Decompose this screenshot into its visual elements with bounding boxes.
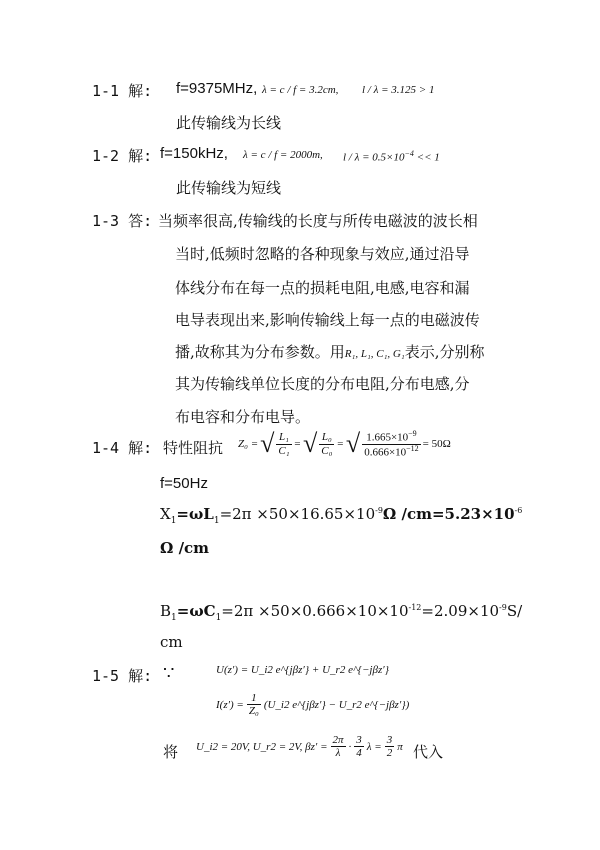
l1-subscript: 1 bbox=[213, 516, 220, 526]
lambda: λ bbox=[335, 747, 341, 760]
reactance-x1-line bbox=[160, 505, 522, 526]
numeric-denominator bbox=[362, 445, 420, 459]
equals-sign: = bbox=[293, 438, 302, 450]
equals-sign-2: = bbox=[336, 438, 344, 450]
problem-1-3-line-7: 布电容和分布电导。 bbox=[175, 408, 311, 426]
problem-1-1-label: 1-1 解: bbox=[92, 82, 153, 100]
line-5-end: 表示,分别称 bbox=[404, 343, 485, 361]
reactance-x1-unit: Ω /cm bbox=[160, 539, 210, 557]
num-exponent: −9 bbox=[408, 428, 417, 438]
current-fraction bbox=[247, 692, 261, 717]
problem-1-1-wavelength: λ = c / f = 3.2cm, bbox=[262, 84, 339, 96]
problem-1-2-frequency: f=150kHz, bbox=[160, 145, 228, 162]
b1-subscript: 1 bbox=[171, 613, 177, 623]
fraction-numeric bbox=[362, 430, 420, 459]
three-b: 3 bbox=[386, 734, 393, 746]
problem-1-3-line-2: 当时,低频时忽略的各种现象与效应,通过沿导 bbox=[175, 245, 470, 263]
b1-unit-start: S/ bbox=[506, 602, 523, 620]
den-base: 0.666×10 bbox=[364, 446, 407, 459]
problem-1-3-label: 1-3 答: bbox=[92, 212, 153, 230]
problem-1-4-intro: 特性阻抗 bbox=[163, 439, 224, 457]
x1-result-exponent: -6 bbox=[514, 506, 523, 515]
susceptance-b1-unit: cm bbox=[160, 633, 183, 651]
problem-1-3-line-6: 其为传输线单位长度的分布电阻,分布电感,分 bbox=[175, 375, 470, 393]
z0-symbol: Z₀ = bbox=[238, 438, 259, 450]
problem-1-3-line-3: 体线分布在每一点的损耗电阻,电感,电容和漏 bbox=[175, 279, 470, 297]
problem-1-2-wavelength: λ = c / f = 2000m, bbox=[243, 149, 323, 161]
problem-1-3-line-1: 当频率很高,传输线的长度与所传电磁波的波长相 bbox=[158, 212, 478, 230]
current-rhs: (U_i2 e^{jβz′} − U_r2 e^{−jβz′}) bbox=[263, 698, 410, 711]
voltage-equation: U(z′) = U_i2 e^{jβz′} + U_r2 e^{−jβz′} bbox=[216, 664, 390, 676]
problem-1-2-ratio bbox=[343, 149, 440, 164]
omega-l1: =ωL bbox=[176, 505, 214, 523]
l0-symbol: L₀ bbox=[319, 431, 334, 444]
c1-symbol: C₁ bbox=[278, 444, 290, 457]
line-5-start: 播,故称其为分布参数。用 bbox=[175, 343, 345, 361]
sqrt-sign-3: √ bbox=[345, 429, 361, 458]
current-equation bbox=[216, 692, 409, 717]
fraction-3-2 bbox=[385, 734, 395, 759]
den-exponent: −12 bbox=[406, 443, 419, 453]
characteristic-impedance-formula bbox=[238, 424, 451, 464]
dot-operator: · bbox=[348, 740, 352, 753]
ratio-compare: << 1 bbox=[413, 151, 440, 164]
current-lhs: I(z′) = bbox=[216, 698, 244, 711]
substitution-lhs: U_i2 = 20V, U_r2 = 2V, βz′ = bbox=[196, 740, 328, 753]
ratio-base: l / λ = 0.5×10 bbox=[343, 151, 405, 164]
problem-1-2-conclusion: 此传输线为短线 bbox=[176, 179, 282, 197]
problem-1-1-frequency: f=9375MHz, bbox=[176, 80, 258, 97]
sqrt-sign-1: √ bbox=[260, 429, 275, 458]
problem-1-2-label: 1-2 解: bbox=[92, 147, 153, 165]
x1-subscript: 1 bbox=[170, 516, 177, 526]
l1-symbol: L₁ bbox=[276, 431, 291, 444]
numeric-numerator bbox=[362, 430, 420, 445]
problem-1-3-line-5 bbox=[175, 341, 484, 362]
sqrt-sign-2: √ bbox=[303, 429, 318, 458]
four: 4 bbox=[356, 747, 362, 760]
x1-calculation: =2π ×50×16.65×10 bbox=[219, 505, 376, 523]
two-pi: 2π bbox=[332, 734, 344, 746]
pi-symbol: π bbox=[397, 740, 403, 753]
b1-result: =2.09×10 bbox=[421, 602, 500, 620]
because-symbol: ∵ bbox=[163, 663, 175, 684]
problem-1-4-frequency: f=50Hz bbox=[160, 475, 208, 492]
fraction-3-4 bbox=[354, 734, 364, 759]
b1-result-exponent: -9 bbox=[499, 603, 507, 612]
current-frac-num: 1 bbox=[247, 692, 261, 705]
lambda-equals: λ = bbox=[366, 740, 382, 753]
fraction-l1-c1 bbox=[276, 431, 291, 456]
impedance-result: = 50Ω bbox=[422, 438, 451, 450]
problem-1-3-line-4: 电导表现出来,影响传输线上每一点的电磁波传 bbox=[175, 311, 480, 329]
problem-1-1-conclusion: 此传输线为长线 bbox=[176, 114, 282, 132]
problem-1-1-ratio: l / λ = 3.125 > 1 bbox=[362, 84, 435, 96]
susceptance-b1-line bbox=[160, 602, 522, 623]
b1-exponent: -12 bbox=[408, 603, 422, 612]
line-5-params: R₁, L₁, C₁, G₁ bbox=[344, 348, 405, 360]
b1-symbol: B bbox=[160, 602, 172, 620]
x1-exponent: -9 bbox=[375, 506, 383, 515]
problem-1-5-label: 1-5 解: bbox=[92, 667, 153, 685]
substitute-end: 代入 bbox=[413, 743, 444, 761]
two: 2 bbox=[386, 747, 393, 760]
problem-1-4-label: 1-4 解: bbox=[92, 439, 153, 457]
three: 3 bbox=[356, 734, 362, 746]
fraction-l0-c0 bbox=[319, 431, 334, 456]
substitute-label: 将 bbox=[163, 743, 179, 761]
current-frac-den: Z₀ bbox=[248, 705, 259, 718]
fraction-2pi-lambda bbox=[331, 734, 346, 759]
c1-subscript: 1 bbox=[215, 613, 222, 623]
x1-result: Ω /cm=5.23×10 bbox=[382, 505, 515, 523]
x1-symbol: X bbox=[160, 505, 171, 523]
ratio-exponent: −4 bbox=[404, 149, 414, 158]
omega-c1: =ωC bbox=[176, 602, 216, 620]
b1-calculation: =2π ×50×0.666×10×10 bbox=[221, 602, 409, 620]
c0-symbol: C₀ bbox=[321, 444, 333, 457]
num-base: 1.665×10 bbox=[366, 431, 409, 444]
substitution-values bbox=[196, 734, 403, 759]
